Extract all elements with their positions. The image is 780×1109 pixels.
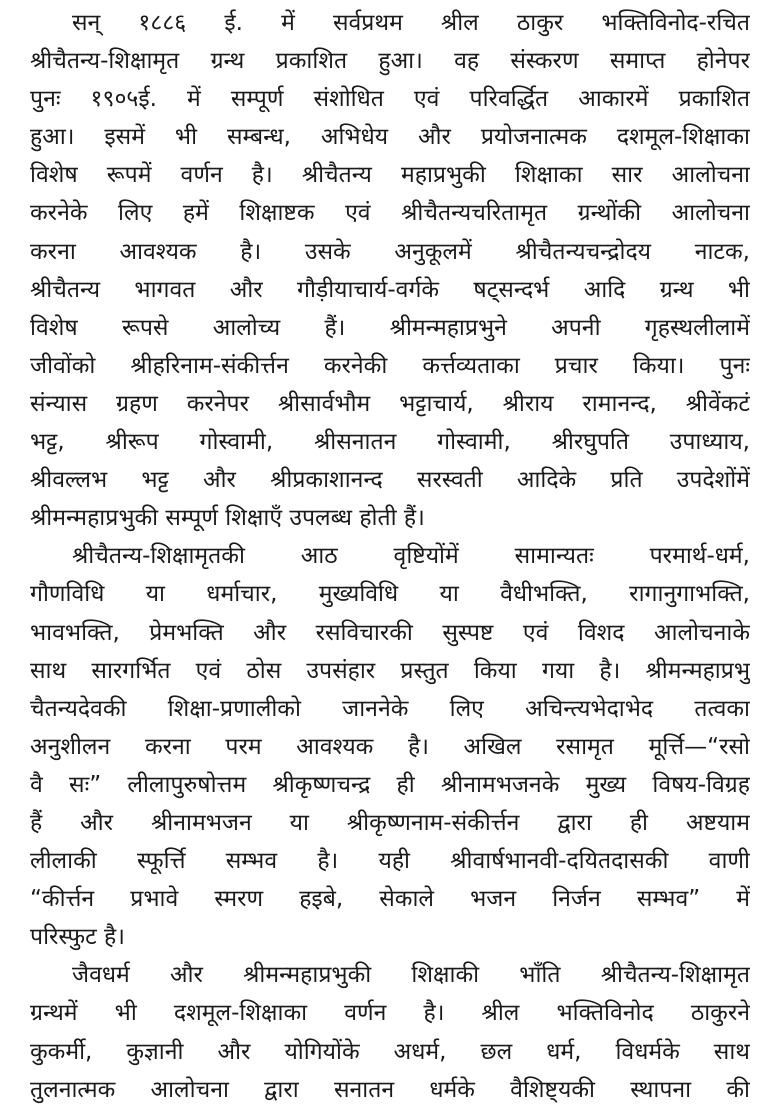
text-line: पुनः १९०५ई. में सम्पूर्ण संशोधित एवं परिवर्द्धित आकारमें प्रकाशित xyxy=(30,86,750,113)
text-line: भावभक्ति, प्रेमभक्ति और रसविचारकी सुस्पष्ट एवं विशद आलोचनाके xyxy=(30,619,750,646)
text-line: वै सः” लीलापुरुषोत्तम श्रीकृष्णचन्द्र ही श्रीनामभजनके मुख्य विषय-विग्रह xyxy=(30,771,750,798)
text-line: करनेके लिए हमें शिक्षाष्टक एवं श्रीचैतन्यचरितामृत ग्रन्थोंकी आलोचना xyxy=(30,200,750,227)
text-line: श्रीमन्महाप्रभुकी सम्पूर्ण शिक्षाएँ उपलब्ध होती हैं। xyxy=(30,505,425,532)
paragraph xyxy=(30,956,750,1108)
text-line: अनुशीलन करना परम आवश्यक है। अखिल रसामृत मूर्त्ति—“रसो xyxy=(30,733,750,760)
text-line: जैवधर्म और श्रीमन्महाप्रभुकी शिक्षाकी भाँति श्रीचैतन्य-शिक्षामृत xyxy=(72,962,750,989)
text-line: श्रीचैतन्य भागवत और गौड़ीयाचार्य-वर्गके षट्सन्दर्भ आदि ग्रन्थ भी xyxy=(30,276,750,303)
text-line: तुलनात्मक आलोचना द्वारा सनातन धर्मके वैशिष्ट्यकी स्थापना की xyxy=(30,1076,750,1103)
text-line: संन्यास ग्रहण करनेपर श्रीसार्वभौम भट्टाचार्य, श्रीराय रामानन्द, श्रीवेंकटं xyxy=(30,390,750,417)
text-line: विशेष रूपसे आलोच्य हैं। श्रीमन्महाप्रभुने अपनी गृहस्थलीलामें xyxy=(30,314,750,341)
text-line: करना आवश्यक है। उसके अनुकूलमें श्रीचैतन्यचन्द्रोदय नाटक, xyxy=(30,238,750,265)
text-line: साथ सारगर्भित एवं ठोस उपसंहार प्रस्तुत किया गया है। श्रीमन्महाप्रभु xyxy=(30,657,750,684)
text-line: सन् १८८६ ई. में सर्वप्रथम श्रील ठाकुर भक्तिविनोद-रचित xyxy=(72,10,750,36)
document-page xyxy=(30,4,750,1109)
paragraph xyxy=(30,4,750,537)
text-line: “कीर्त्तन प्रभावे स्मरण हइबे, सेकाले भजन निर्जन सम्भव” में xyxy=(30,886,750,913)
text-line: कुकर्मी, कुज्ञानी और योगियोंके अधर्म, छल धर्म, विधर्मके साथ xyxy=(30,1038,750,1065)
text-line: विशेष रूपमें वर्णन है। श्रीचैतन्य महाप्रभुकी शिक्षाका सार आलोचना xyxy=(30,162,750,189)
text-line: हुआ। इसमें भी सम्बन्ध, अभिधेय और प्रयोजनात्मक दशमूल-शिक्षाका xyxy=(30,124,750,151)
text-line: श्रीवल्लभ भट्ट और श्रीप्रकाशानन्द सरस्वती आदिके प्रति उपदेशोंमें xyxy=(30,467,750,494)
text-line: लीलाकी स्फूर्त्ति सम्भव है। यही श्रीवार्षभानवी-दयितदासकी वाणी xyxy=(30,848,750,875)
text-line: गौणविधि या धर्माचार, मुख्यविधि या वैधीभक्ति, रागानुगाभक्ति, xyxy=(30,581,750,608)
text-line: श्रीचैतन्य-शिक्षामृत ग्रन्थ प्रकाशित हुआ। वह संस्करण समाप्त होनेपर xyxy=(30,48,750,75)
text-line: परिस्फुट है। xyxy=(30,924,125,951)
text-line: श्रीचैतन्य-शिक्षामृतकी आठ वृष्टियोंमें सामान्यतः परमार्थ-धर्म, xyxy=(72,543,750,570)
text-line: भट्ट, श्रीरूप गोस्वामी, श्रीसनातन गोस्वामी, श्रीरघुपति उपाध्याय, xyxy=(30,429,750,456)
text-line: ग्रन्थमें भी दशमूल-शिक्षाका वर्णन है। श्रील भक्तिविनोद ठाकुरने xyxy=(30,1000,750,1027)
paragraph xyxy=(30,537,750,956)
text-line: चैतन्यदेवकी शिक्षा-प्रणालीको जाननेके लिए अचिन्त्यभेदाभेद तत्वका xyxy=(30,695,750,722)
text-line: जीवोंको श्रीहरिनाम-संकीर्त्तन करनेकी कर्त्तव्यताका प्रचार किया। पुनः xyxy=(30,352,750,379)
text-line: हैं और श्रीनामभजन या श्रीकृष्णनाम-संकीर्त्तन द्वारा ही अष्टयाम xyxy=(30,809,750,836)
